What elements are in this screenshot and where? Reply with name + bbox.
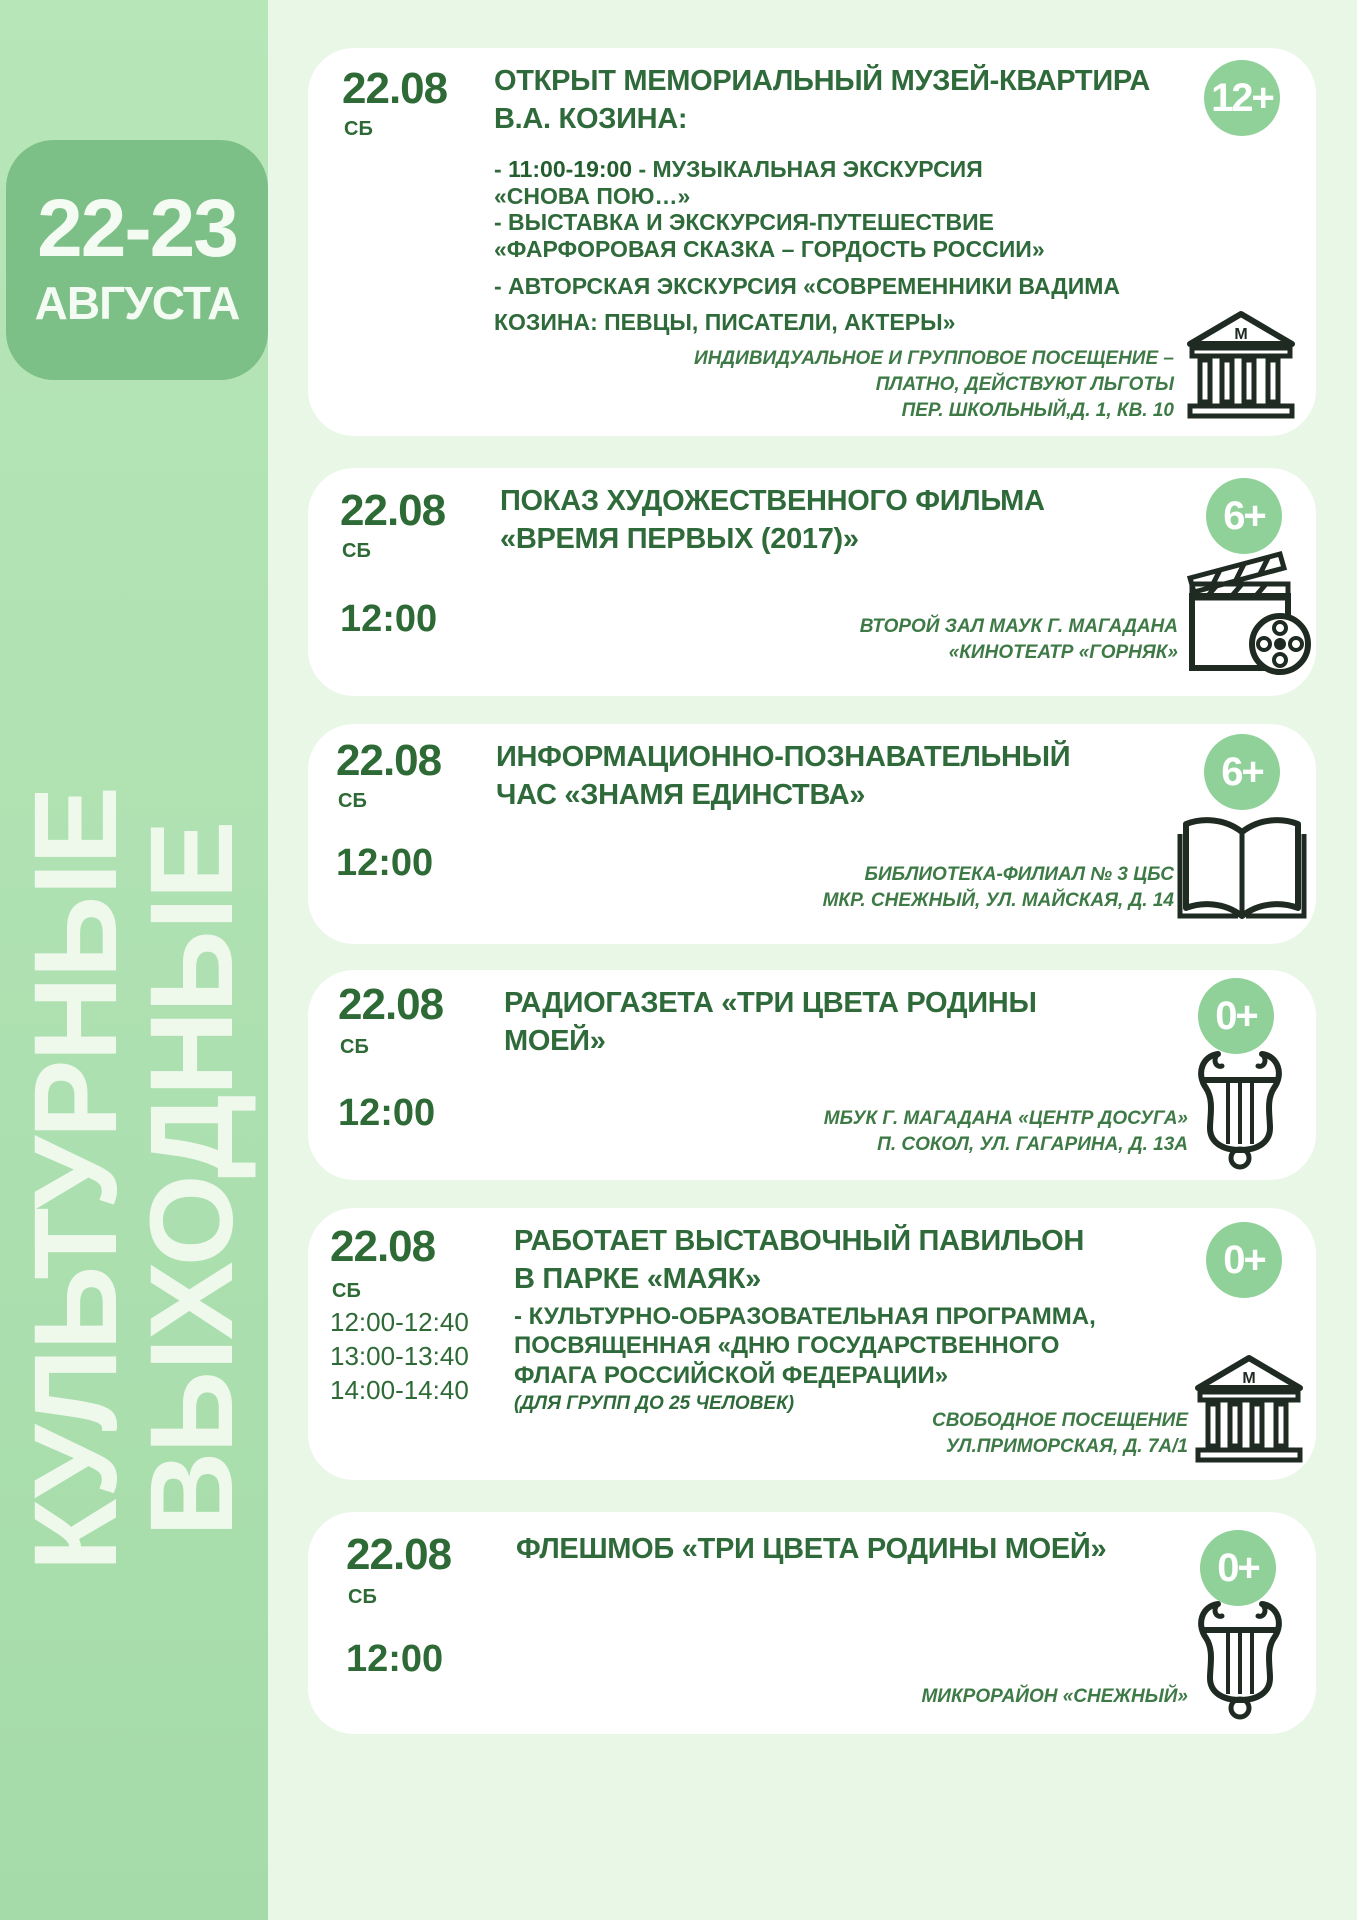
event-card-6 [308, 1512, 1316, 1734]
event-weekday: СБ [338, 790, 367, 812]
event-location: ИНДИВИДУАЛЬНОЕ И ГРУППОВОЕ ПОСЕЩЕНИЕ – ПЛАТНО, ДЕЙСТВУЮТ ЛЬГОТЫ ПЕР. ШКОЛЬНЫЙ,Д. 1, КВ. 10 [694, 348, 1174, 422]
event-time: 12:00 [346, 1638, 444, 1680]
event-title: ПОКАЗ ХУДОЖЕСТВЕННОГО ФИЛЬМА «ВРЕМЯ ПЕРВЫХ (2017)» [500, 485, 1045, 556]
event-card-1 [308, 48, 1316, 436]
poster-title-line1: КУЛЬТУРНЫЕ [10, 788, 143, 1572]
time-slot: 14:00-14:40 [330, 1374, 469, 1405]
event-time: 12:00 [336, 842, 434, 884]
age-rating-badge: 0+ [1198, 978, 1274, 1054]
svg-text:М: М [1242, 1370, 1256, 1387]
time-slot: 12:00-12:40 [330, 1307, 469, 1337]
lyre-icon [1188, 1046, 1292, 1170]
museum-icon [1192, 1354, 1306, 1466]
age-rating-badge: 0+ [1200, 1530, 1276, 1606]
program-item: - ВЫСТАВКА И ЭКСКУРСИЯ-ПУТЕШЕСТВИЕ [494, 209, 994, 236]
book-icon [1176, 812, 1308, 922]
event-location: СВОБОДНОЕ ПОСЕЩЕНИЕ УЛ.ПРИМОРСКАЯ, Д. 7А/1 [931, 1410, 1188, 1458]
svg-text:М: М [1234, 326, 1248, 343]
event-weekday: СБ [344, 118, 373, 140]
event-date: 22.08 [340, 486, 446, 535]
film-clapper-icon [1184, 550, 1316, 678]
museum-icon [1184, 310, 1298, 422]
event-weekday: СБ [332, 1280, 361, 1302]
age-rating-badge: 6+ [1206, 478, 1282, 554]
program-item: «ФАРФОРОВАЯ СКАЗКА – ГОРДОСТЬ РОССИИ» [494, 236, 1045, 263]
event-card-4 [308, 970, 1316, 1180]
event-weekday: СБ [342, 540, 371, 562]
event-date: 22.08 [330, 1222, 436, 1271]
program-item: КОЗИНА: ПЕВЦЫ, ПИСАТЕЛИ, АКТЕРЫ» [494, 309, 956, 336]
date-range-badge [6, 140, 268, 380]
event-location: ВТОРОЙ ЗАЛ МАУК Г. МАГАДАНА «КИНОТЕАТР «ГОРНЯК» [859, 616, 1178, 664]
event-date: 22.08 [342, 64, 448, 113]
event-program [494, 156, 1194, 336]
lyre-icon [1188, 1596, 1292, 1720]
event-time: 12:00 [338, 1092, 436, 1134]
event-title: РАБОТАЕТ ВЫСТАВОЧНЫЙ ПАВИЛЬОН В ПАРКЕ «МАЯК» [514, 1225, 1085, 1296]
event-card-2 [308, 468, 1316, 696]
event-card-3 [308, 724, 1316, 944]
event-location: МБУК Г. МАГАДАНА «ЦЕНТР ДОСУГА» П. СОКОЛ, УЛ. ГАГАРИНА, Д. 13А [823, 1108, 1188, 1156]
event-weekday: СБ [348, 1586, 377, 1608]
time-slot: 13:00-13:40 [330, 1340, 469, 1371]
event-card-5 [308, 1208, 1316, 1480]
date-range: 22-23 [37, 183, 237, 275]
event-time-slots [330, 1306, 469, 1407]
age-rating-badge: 12+ [1204, 60, 1280, 136]
group-note: (ДЛЯ ГРУПП ДО 25 ЧЕЛОВЕК) [514, 1392, 795, 1414]
event-weekday: СБ [340, 1036, 369, 1058]
event-description: - КУЛЬТУРНО-ОБРАЗОВАТЕЛЬНАЯ ПРОГРАММА, ПОСВЯЩЕННАЯ «ДНЮ ГОСУДАРСТВЕННОГО ФЛАГА РОССИЙСКОЙ ФЕДЕРАЦИИ» (ДЛЯ ГРУПП ДО 25 ЧЕЛОВЕК) [514, 1302, 1134, 1415]
program-item: «СНОВА ПОЮ…» [494, 182, 691, 209]
event-location: БИБЛИОТЕКА-ФИЛИАЛ № 3 ЦБС МКР. СНЕЖНЫЙ, УЛ. МАЙСКАЯ, Д. 14 [822, 864, 1174, 912]
poster-title [10, 470, 258, 1890]
program-item: - АВТОРСКАЯ ЭКСКУРСИЯ «СОВРЕМЕННИКИ ВАДИМА [494, 272, 1120, 299]
age-rating-badge: 0+ [1206, 1222, 1282, 1298]
event-title: ОТКРЫТ МЕМОРИАЛЬНЫЙ МУЗЕЙ-КВАРТИРА В.А. КОЗИНА: [494, 65, 1151, 136]
program-item: - 11:00-19:00 - МУЗЫКАЛЬНАЯ ЭКСКУРСИЯ [494, 156, 983, 182]
event-title: ФЛЕШМОБ «ТРИ ЦВЕТА РОДИНЫ МОЕЙ» [516, 1533, 1107, 1565]
age-rating-badge: 6+ [1204, 734, 1280, 810]
event-date: 22.08 [346, 1530, 452, 1579]
poster-title-line2: ВЫХОДНЫЕ [126, 822, 258, 1538]
event-title: РАДИОГАЗЕТА «ТРИ ЦВЕТА РОДИНЫ МОЕЙ» [504, 987, 1037, 1058]
sidebar [0, 0, 268, 1920]
event-date: 22.08 [338, 980, 444, 1029]
event-time: 12:00 [340, 598, 438, 640]
event-title: ИНФОРМАЦИОННО-ПОЗНАВАТЕЛЬНЫЙ ЧАС «ЗНАМЯ ЕДИНСТВА» [496, 741, 1071, 812]
event-location: МИКРОРАЙОН «СНЕЖНЫЙ» [921, 1686, 1188, 1707]
month-label: АВГУСТА [34, 277, 240, 330]
event-date: 22.08 [336, 736, 442, 785]
